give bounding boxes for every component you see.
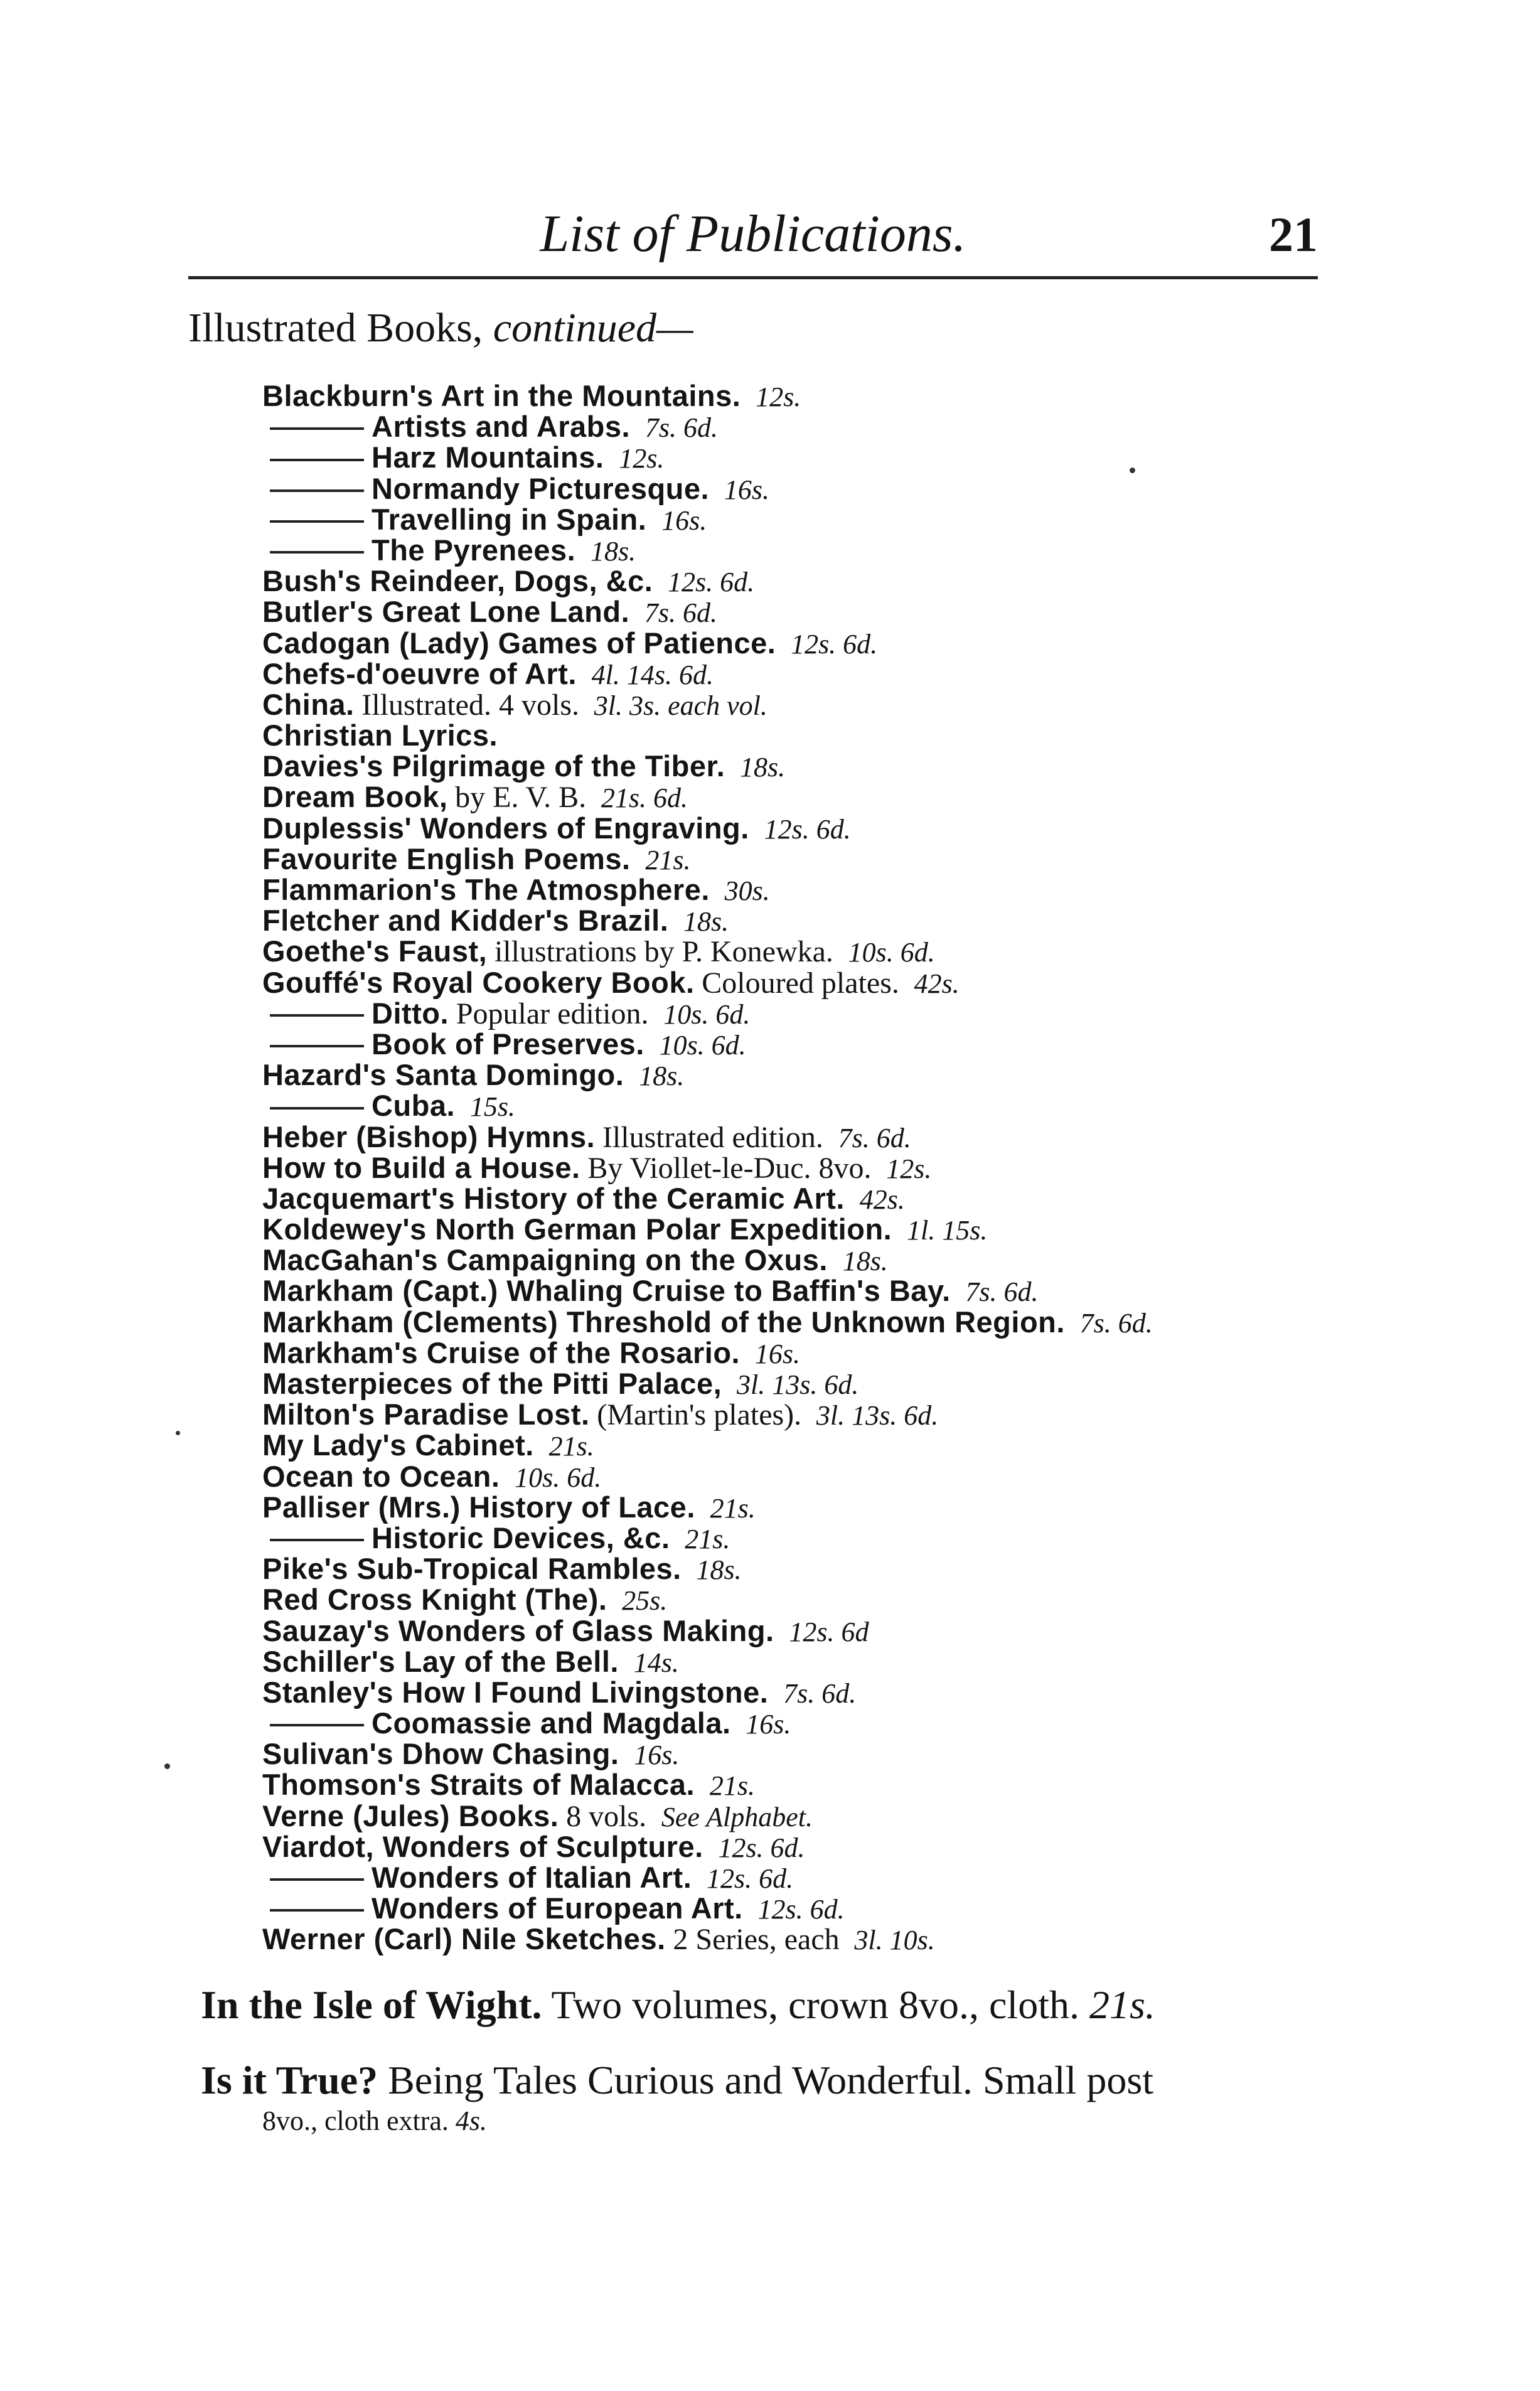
entry-price: 30s. (724, 875, 770, 906)
entry-detail: Illustrated. 4 vols. (361, 688, 579, 722)
entry-title: The Pyrenees. (372, 533, 576, 567)
ditto-dash (270, 489, 364, 492)
entry-title: China. (262, 687, 355, 721)
list-item (262, 1800, 1153, 1831)
bottom-entry-title: Is it True? (201, 2058, 378, 2102)
entry-title: Normandy Picturesque. (372, 471, 710, 505)
ditto-dash (270, 520, 364, 523)
list-item (262, 998, 1153, 1029)
list-item (262, 1615, 1153, 1646)
entry-title: Palliser (Mrs.) History of Lace. (262, 1490, 695, 1524)
entry-price: 1l. 15s. (906, 1215, 988, 1246)
entry-price: 10s. 6d. (848, 937, 935, 968)
entry-title: Milton's Paradise Lost. (262, 1398, 590, 1431)
entry-detail: Coloured plates. (702, 966, 899, 1000)
entry-title: Blackburn's Art in the Mountains. (262, 379, 741, 412)
entry-detail: Popular edition. (456, 997, 649, 1030)
entry-price: 3l. 10s. (854, 1925, 935, 1956)
entry-price: 7s. 6d. (965, 1276, 1039, 1308)
entry-price: 25s. (622, 1585, 668, 1617)
entry-price: 21s. (685, 1523, 730, 1554)
entry-price: 10s. 6d. (659, 1029, 746, 1061)
entry-price: 18s. (842, 1246, 888, 1277)
list-item (262, 411, 1153, 442)
entry-title: Harz Mountains. (372, 441, 604, 474)
entry-price: See Alphabet. (661, 1801, 813, 1832)
print-speck (1130, 468, 1135, 473)
entry-title: Fletcher and Kidder's Brazil. (262, 904, 669, 938)
entry-title: Ditto. (372, 996, 449, 1030)
list-item (262, 720, 1153, 751)
entry-detail: 2 Series, each (673, 1923, 840, 1957)
section-title: Illustrated Books, (188, 305, 483, 351)
bottom-entry-is-it-true (201, 2055, 1153, 2105)
entry-title: Markham's Cruise of the Rosario. (262, 1335, 741, 1369)
bottom-entry-detail: Being Tales Curious and Wonderful. Small post (388, 2058, 1153, 2102)
bottom-entry-title: In the Isle of Wight. (201, 1982, 542, 2027)
entry-price: 7s. 6d. (783, 1677, 857, 1709)
list-item (262, 689, 1153, 720)
list-item (262, 1677, 1153, 1708)
list-item (262, 1214, 1153, 1244)
list-item (262, 1152, 1153, 1183)
list-item (262, 1708, 1153, 1738)
entry-price: 12s. 6d (789, 1616, 869, 1647)
list-item (262, 1769, 1153, 1800)
list-item (262, 535, 1153, 565)
entry-price: 15s. (469, 1091, 515, 1123)
list-item (262, 1368, 1153, 1399)
list-item (262, 751, 1153, 781)
entry-price: 16s. (754, 1338, 800, 1369)
entry-price: 14s. (633, 1647, 679, 1678)
entry-price: 12s. (619, 443, 665, 474)
ditto-dash (270, 1107, 364, 1110)
entry-title: MacGahan's Campaigning on the Oxus. (262, 1243, 828, 1277)
entry-price: 21s. (548, 1431, 594, 1462)
entry-detail: 8 vols. (566, 1799, 647, 1833)
entry-price: 12s. 6d. (668, 567, 755, 598)
entry-price: 18s. (639, 1061, 685, 1092)
entry-price: 18s. (590, 535, 636, 567)
entry-price: 18s. (696, 1554, 742, 1586)
entry-title: Stanley's How I Found Livingstone. (262, 1675, 769, 1709)
bottom-entry-subdetail: 8vo., cloth extra. (262, 2105, 449, 2136)
list-item (262, 565, 1153, 596)
entry-price: 42s. (859, 1184, 905, 1215)
entry-price: 21s. (645, 844, 691, 875)
entry-price: 16s. (746, 1709, 791, 1740)
list-item (262, 380, 1153, 411)
entry-title: Coomassie and Magdala. (372, 1706, 731, 1740)
bottom-entry-isle-of-wight (201, 1980, 1155, 2030)
bottom-entry-subline (262, 2104, 487, 2139)
list-item (262, 905, 1153, 936)
list-item (262, 1121, 1153, 1152)
list-item (262, 1862, 1153, 1893)
section-continued: continued— (493, 305, 693, 351)
ditto-dash (270, 1045, 364, 1047)
list-item (262, 596, 1153, 627)
entry-title: Historic Devices, &c. (372, 1521, 670, 1554)
entry-title: Davies's Pilgrimage of the Tiber. (262, 749, 725, 783)
entry-price: 18s. (683, 906, 729, 938)
entry-price: 7s. 6d. (1079, 1307, 1153, 1339)
list-item (262, 1337, 1153, 1368)
entry-title: Dream Book, (262, 780, 448, 814)
entry-title: Markham (Clements) Threshold of the Unknown Region. (262, 1305, 1065, 1339)
bottom-entry-subprice: 4s. (455, 2105, 488, 2136)
list-item (262, 1059, 1153, 1090)
list-item (262, 1029, 1153, 1059)
entry-detail: illustrations by P. Konewka. (494, 935, 833, 969)
ditto-dash (270, 1909, 364, 1912)
list-item (262, 1738, 1153, 1769)
list-item (262, 934, 1153, 969)
entry-price: 12s. 6d. (757, 1894, 845, 1925)
ditto-dash (270, 427, 364, 430)
list-item (262, 967, 1153, 998)
running-title: List of Publications. (540, 205, 966, 263)
entry-title: Chefs-d'oeuvre of Art. (262, 656, 577, 690)
list-item (262, 442, 1153, 473)
ditto-dash (270, 459, 364, 461)
list-item (262, 1831, 1153, 1862)
entry-title: Favourite English Poems. (262, 842, 631, 875)
header-rule (188, 276, 1318, 279)
entry-price: 3l. 13s. 6d. (736, 1369, 859, 1400)
list-item (262, 1893, 1153, 1923)
entry-price: 7s. 6d. (644, 597, 718, 629)
ditto-dash (270, 1539, 364, 1541)
entry-price: 12s. 6d. (707, 1863, 794, 1894)
entry-title: Sulivan's Dhow Chasing. (262, 1737, 619, 1771)
list-item (262, 1275, 1153, 1306)
entry-detail: (Martin's plates). (597, 1398, 802, 1432)
entry-price: 16s. (724, 474, 769, 505)
running-header (188, 200, 1318, 275)
publication-list (262, 380, 1153, 1955)
entry-title: Wonders of European Art. (372, 1891, 743, 1925)
entry-title: Red Cross Knight (The). (262, 1583, 607, 1617)
entry-title: Hazard's Santa Domingo. (262, 1058, 624, 1092)
print-speck (164, 1763, 170, 1769)
entry-price: 18s. (740, 752, 786, 783)
list-item (262, 843, 1153, 874)
list-item (262, 473, 1153, 504)
list-item (262, 1646, 1153, 1677)
entry-price: 7s. 6d. (644, 412, 718, 444)
entry-title: Viardot, Wonders of Sculpture. (262, 1829, 703, 1863)
entry-title: Flammarion's The Atmosphere. (262, 873, 710, 906)
entry-detail: Illustrated edition. (602, 1120, 823, 1154)
entry-detail: by E. V. B. (455, 781, 587, 815)
entry-title: Cuba. (372, 1089, 456, 1123)
entry-title: Sauzay's Wonders of Glass Making. (262, 1613, 774, 1647)
list-item (262, 1461, 1153, 1492)
entry-price: 3l. 13s. 6d. (816, 1400, 939, 1431)
entry-title: Masterpieces of the Pitti Palace, (262, 1367, 722, 1400)
ditto-dash (270, 551, 364, 554)
entry-title: Gouffé's Royal Cookery Book. (262, 965, 695, 999)
list-item (262, 1492, 1153, 1522)
entry-price: 7s. 6d. (838, 1122, 911, 1153)
entry-price: 3l. 3s. each vol. (594, 690, 767, 721)
entry-title: Book of Preserves. (372, 1027, 644, 1061)
list-item (262, 1522, 1153, 1553)
entry-title: Butler's Great Lone Land. (262, 595, 630, 629)
list-item (262, 628, 1153, 658)
entry-price: 12s. (886, 1153, 932, 1184)
entry-price: 16s. (634, 1740, 680, 1771)
entry-price: 10s. 6d. (663, 998, 751, 1030)
list-item (262, 504, 1153, 535)
entry-title: How to Build a House. (262, 1150, 580, 1184)
list-item (262, 658, 1153, 689)
entry-title: Travelling in Spain. (372, 502, 647, 536)
ditto-dash (270, 1878, 364, 1881)
page-number: 21 (1269, 207, 1318, 262)
entry-price: 12s. (756, 382, 801, 412)
list-item (262, 1430, 1153, 1460)
entry-title: Artists and Arabs. (372, 410, 631, 444)
list-item (262, 1584, 1153, 1615)
bottom-entry-detail: Two volumes, crown 8vo., cloth. (551, 1982, 1079, 2027)
list-item (262, 1399, 1153, 1430)
list-item (262, 1553, 1153, 1584)
entry-price: 12s. 6d. (764, 813, 851, 845)
entry-title: Verne (Jules) Books. (262, 1799, 559, 1832)
entry-detail: By Viollet-le-Duc. 8vo. (587, 1151, 872, 1185)
entry-title: Thomson's Straits of Malacca. (262, 1768, 695, 1802)
section-heading (188, 300, 693, 356)
entry-price: 12s. 6d. (791, 628, 878, 660)
list-item (262, 874, 1153, 905)
entry-title: Werner (Carl) Nile Sketches. (262, 1922, 666, 1956)
list-item (262, 1090, 1153, 1121)
entry-price: 10s. 6d. (515, 1462, 602, 1493)
entry-title: Pike's Sub-Tropical Rambles. (262, 1552, 682, 1586)
entry-title: Christian Lyrics. (262, 719, 498, 752)
entry-title: Duplessis' Wonders of Engraving. (262, 811, 749, 845)
entry-title: Koldewey's North German Polar Expedition. (262, 1212, 892, 1246)
entry-title: Wonders of Italian Art. (372, 1861, 692, 1894)
entry-title: Cadogan (Lady) Games of Patience. (262, 626, 776, 660)
entry-title: My Lady's Cabinet. (262, 1428, 534, 1462)
entry-price: 21s. 6d. (601, 783, 688, 814)
list-item (262, 813, 1153, 843)
entry-title: Bush's Reindeer, Dogs, &c. (262, 564, 653, 598)
ditto-dash (270, 1724, 364, 1726)
list-item (262, 1922, 1153, 1957)
entry-price: 12s. 6d. (718, 1832, 805, 1863)
entry-price: 4l. 14s. 6d. (591, 659, 714, 690)
entry-price: 42s. (914, 968, 960, 999)
list-item (262, 1307, 1153, 1337)
entry-title: Jacquemart's History of the Ceramic Art. (262, 1181, 845, 1215)
entry-title: Ocean to Ocean. (262, 1459, 500, 1493)
entry-price: 21s. (709, 1770, 755, 1802)
entry-title: Markham (Capt.) Whaling Cruise to Baffin's Bay. (262, 1274, 951, 1308)
entry-title: Heber (Bishop) Hymns. (262, 1120, 596, 1153)
list-item (262, 780, 1153, 815)
entry-price: 16s. (661, 505, 707, 536)
entry-title: Schiller's Lay of the Bell. (262, 1644, 619, 1678)
entry-price: 21s. (710, 1492, 756, 1524)
list-item (262, 1244, 1153, 1275)
list-item (262, 1183, 1153, 1214)
entry-title: Goethe's Faust, (262, 934, 488, 968)
print-speck (176, 1431, 180, 1435)
ditto-dash (270, 1014, 364, 1017)
bottom-entry-price: 21s. (1089, 1982, 1155, 2027)
